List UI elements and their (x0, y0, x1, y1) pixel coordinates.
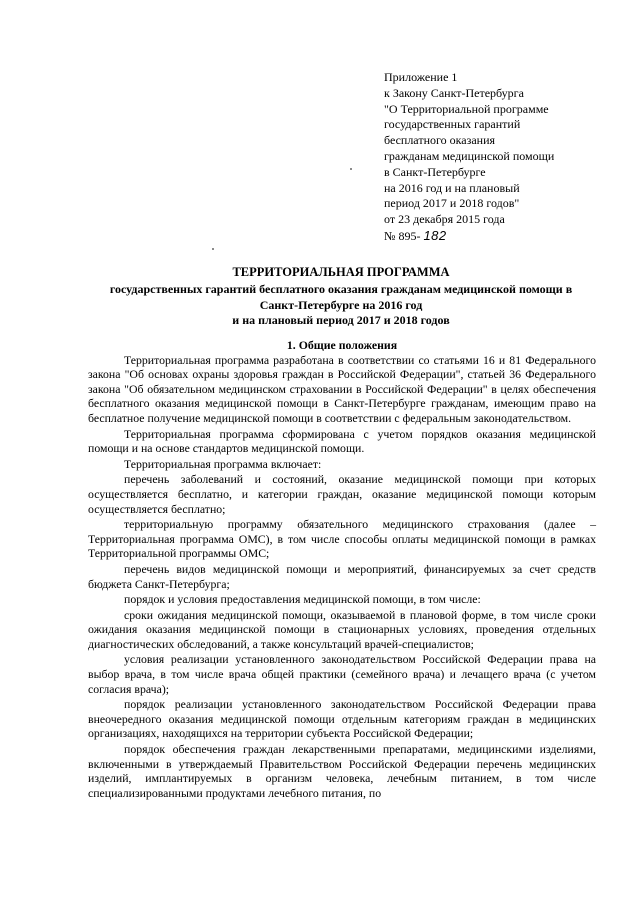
paragraph: порядок и условия предоставления медицинской помощи, в том числе: (124, 592, 481, 607)
paragraph: Территориальная программа разработана в соответствии со статьями 16 и 81 Федерального закона "Об основах охраны здоровья граждан в Российской Федерации", статьей 36 Федерального закона "Об обязательном медицинском страховании в Российской Федерации" в целях обеспечения бесплатного оказания медицинской помощи в Санкт-Петербурге гражданам, имеющим право на бесплатное получение медицинской помощи в соответствии с федеральным законодательством. (88, 352, 596, 425)
paragraph: перечень видов медицинской помощи и мероприятий, финансируемых за счет средств бюджета Санкт-Петербурга; (88, 561, 596, 591)
paragraph: территориальную программу обязательного медицинского страхования (далее – Территориальная программа ОМС), в том числе способы оплаты медицинской помощи в рамках Территориальной программы ОМС; (88, 517, 596, 561)
scan-speck (350, 168, 352, 170)
appendix-line: бесплатного оказания (384, 133, 496, 148)
paragraph: Территориальная программа включает: (124, 456, 322, 471)
law-number (384, 228, 584, 245)
title-main: ТЕРРИТОРИАЛЬНАЯ ПРОГРАММА (232, 265, 450, 279)
title-sub-line: Санкт-Петербурге на 2016 год (259, 297, 423, 312)
paragraph: перечень заболеваний и состояний, оказание медицинской помощи при которых осуществляется бесплатно, и категории граждан, оказание медицинской помощи которым осуществляется бесплатно; (88, 472, 596, 516)
document-title (86, 265, 596, 329)
paragraph: порядок реализации установленного законодательством Российской Федерации права внеочередного оказания медицинской помощи отдельным категориям граждан в медицинских организациях, находящихся на территории субъекта Российской Федерации; (88, 697, 596, 741)
section-heading: 1. Общие положения (286, 338, 398, 352)
title-sub-line: и на плановый период 2017 и 2018 годов (232, 313, 450, 328)
appendix-line: Приложение 1 (384, 70, 458, 84)
document-body (88, 338, 596, 800)
paragraph: условия реализации установленного законодательством Российской Федерации права на выбор врача, в том числе врача общей практики (семейного врача) и лечащего врача (с учетом согласия врача); (88, 652, 596, 696)
law-number-prefix: № 895- (384, 228, 421, 243)
title-sub-line: государственных гарантий бесплатного оказания гражданам медицинской помощи в (109, 282, 573, 297)
paragraph: сроки ожидания медицинской помощи, оказываемой в плановой форме, в том числе сроки ожидания оказания медицинской помощи в стационарных условиях, проведения отдельных диагностических обследований, а также консультаций врачей-специалистов; (88, 607, 596, 651)
appendix-header (384, 70, 584, 245)
paragraph: порядок обеспечения граждан лекарственными препаратами, медицинскими изделиями, включенными в утверждаемый Правительством Российской Федерации перечень медицинских изделий, имплантируемых в организм человека, лечебным питанием, в том числе специализированными продуктами лечебного питания, по (88, 742, 596, 800)
appendix-line: государственных гарантий (384, 117, 521, 132)
appendix-line: период 2017 и 2018 годов" (384, 196, 520, 211)
appendix-line: гражданам медицинской помощи (384, 148, 555, 163)
appendix-line: "О Территориальной программе (384, 101, 549, 116)
paragraph: Территориальная программа сформирована с учетом порядков оказания медицинской помощи и на основе стандартов медицинской помощи. (88, 426, 596, 456)
law-number-handwritten: 182 (423, 227, 447, 243)
appendix-line: от 23 декабря 2015 года (384, 212, 505, 227)
appendix-line: к Закону Санкт-Петербурга (384, 85, 524, 100)
appendix-line: в Санкт-Петербурге (384, 164, 486, 179)
scan-speck (212, 248, 214, 250)
appendix-line: на 2016 год и на плановый (384, 180, 520, 195)
